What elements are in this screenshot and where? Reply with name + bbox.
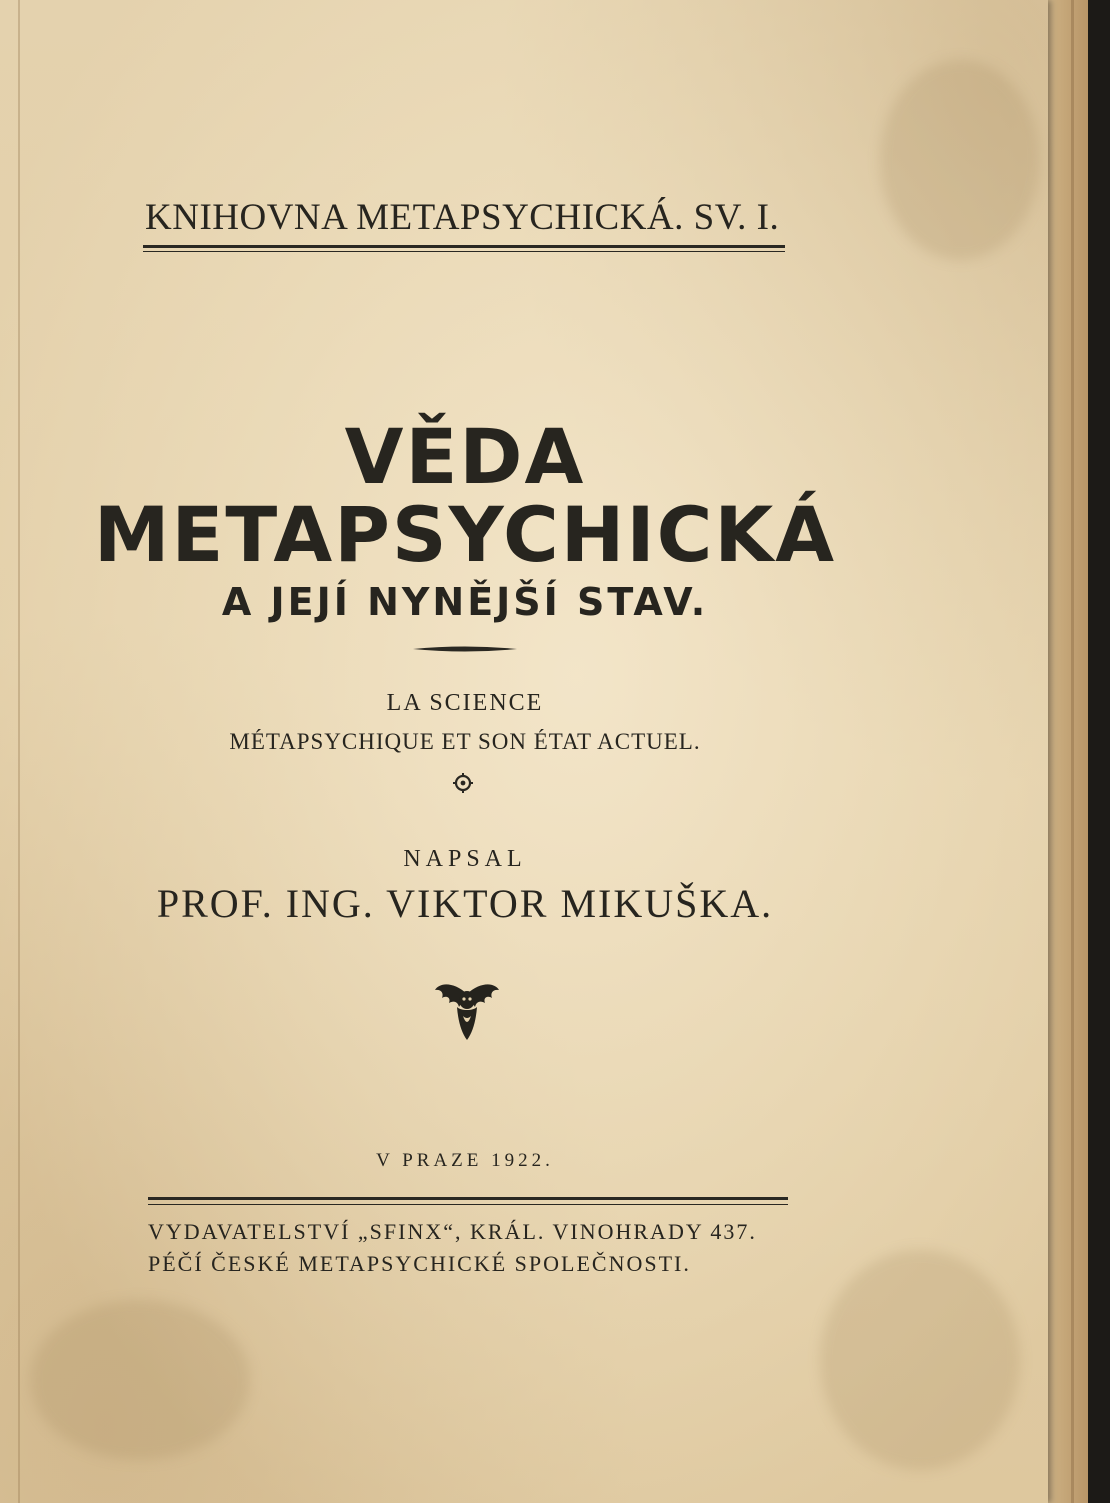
french-title-line-2: MÉTAPSYCHIQUE ET SON ÉTAT ACTUEL.	[229, 729, 701, 754]
author-label: NAPSAL	[403, 846, 527, 872]
publisher-line-1: VYDAVATELSTVÍ „SFINX“, KRÁL. VINOHRADY 437.	[148, 1219, 757, 1244]
swell-rule-ornament	[413, 644, 517, 654]
place-and-year: V PRAZE 1922.	[376, 1150, 554, 1171]
winged-sphinx-emblem-icon	[432, 980, 502, 1042]
series-title: KNIHOVNA METAPSYCHICKÁ. SV. I.	[145, 197, 780, 238]
publisher-line-2: PÉČÍ ČESKÉ METAPSYCHICKÉ SPOLEČNOSTI.	[148, 1251, 691, 1276]
series-double-rule	[143, 245, 785, 252]
book-subtitle: A JEJÍ NYNĚJŠÍ STAV.	[221, 580, 709, 624]
book-title-line-1: VĚDA	[344, 412, 586, 501]
paper-stain	[820, 1250, 1020, 1470]
french-title-line-1: LA SCIENCE	[386, 690, 544, 716]
flower-ornament-icon	[453, 773, 473, 793]
book-title-line-2: METAPSYCHICKÁ	[93, 490, 837, 579]
paper-stain	[880, 60, 1040, 260]
paper-stain	[30, 1300, 250, 1460]
publisher-double-rule	[148, 1197, 788, 1205]
author-name: PROF. ING. VIKTOR MIKUŠKA.	[156, 881, 774, 926]
